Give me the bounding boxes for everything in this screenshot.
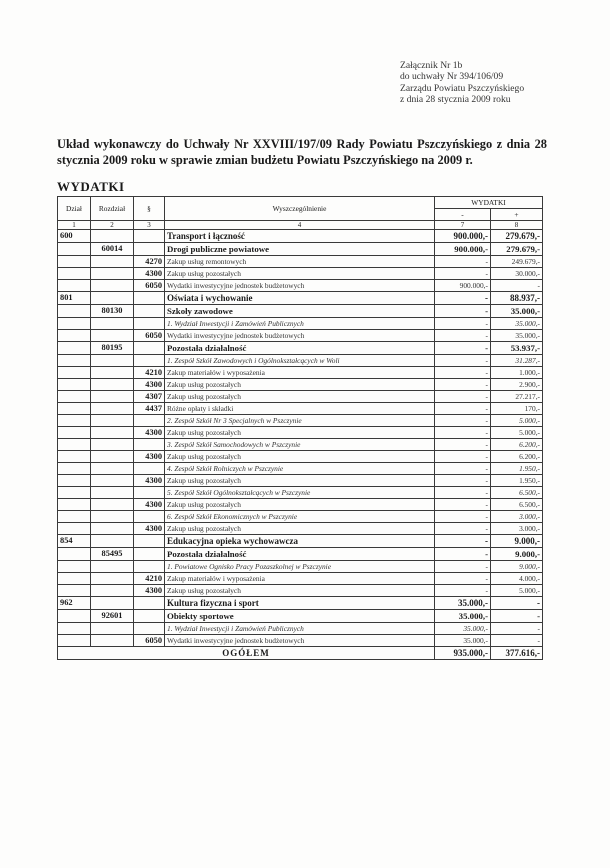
section-label: WYDATKI bbox=[57, 179, 125, 194]
table-row bbox=[58, 585, 543, 597]
cell-rozdzial bbox=[91, 523, 134, 535]
cell-paragraf bbox=[134, 623, 165, 635]
cell-rozdzial bbox=[91, 391, 134, 403]
cell-plus: - bbox=[491, 610, 543, 623]
cell-minus: - bbox=[435, 511, 491, 523]
cell-plus: 5.000,- bbox=[491, 427, 543, 439]
cell-opis: Edukacyjna opieka wychowawcza bbox=[165, 535, 435, 548]
cell-rozdzial bbox=[91, 535, 134, 548]
cell-minus: 35.000,- bbox=[435, 635, 491, 647]
cell-minus: - bbox=[435, 415, 491, 427]
cell-paragraf bbox=[134, 243, 165, 256]
cell-opis: Zakup usług pozostałych bbox=[165, 268, 435, 280]
table-row bbox=[58, 463, 543, 475]
cell-rozdzial bbox=[91, 451, 134, 463]
table-row bbox=[58, 403, 543, 415]
cell-plus: 9.000,- bbox=[491, 548, 543, 561]
cell-plus: 5.000,- bbox=[491, 415, 543, 427]
table-row bbox=[58, 623, 543, 635]
table-row bbox=[58, 635, 543, 647]
total-plus: 377.616,- bbox=[491, 647, 543, 660]
cell-rozdzial bbox=[91, 511, 134, 523]
cell-opis: Zakup usług pozostałych bbox=[165, 451, 435, 463]
cell-paragraf bbox=[134, 342, 165, 355]
cell-minus: - bbox=[435, 305, 491, 318]
cell-opis: Wydatki inwestycyjne jednostek budżetowych bbox=[165, 330, 435, 342]
cell-dzial bbox=[58, 585, 91, 597]
cell-plus: 9.000,- bbox=[491, 561, 543, 573]
cell-dzial bbox=[58, 403, 91, 415]
table-row bbox=[58, 475, 543, 487]
header-rozdzial: Rozdział bbox=[91, 197, 134, 221]
cell-paragraf bbox=[134, 463, 165, 475]
cell-dzial bbox=[58, 623, 91, 635]
cell-minus: 900.000,- bbox=[435, 230, 491, 243]
cell-minus: - bbox=[435, 256, 491, 268]
cell-paragraf bbox=[134, 415, 165, 427]
cell-plus: - bbox=[491, 635, 543, 647]
table-row bbox=[58, 487, 543, 499]
cell-minus: - bbox=[435, 427, 491, 439]
cell-paragraf bbox=[134, 561, 165, 573]
table-row bbox=[58, 561, 543, 573]
col-number: 1 bbox=[58, 221, 91, 230]
cell-plus: 35.000,- bbox=[491, 330, 543, 342]
cell-rozdzial bbox=[91, 487, 134, 499]
col-number: 3 bbox=[134, 221, 165, 230]
cell-dzial bbox=[58, 367, 91, 379]
annex-line: Załącznik Nr 1b bbox=[400, 60, 463, 71]
header-wydatki: WYDATKI bbox=[435, 197, 543, 209]
cell-dzial bbox=[58, 268, 91, 280]
cell-paragraf bbox=[134, 597, 165, 610]
cell-rozdzial bbox=[91, 439, 134, 451]
table-row bbox=[58, 292, 543, 305]
cell-paragraf: 6050 bbox=[134, 635, 165, 647]
col-number: 4 bbox=[165, 221, 435, 230]
cell-dzial bbox=[58, 439, 91, 451]
cell-paragraf bbox=[134, 511, 165, 523]
cell-plus: 3.000,- bbox=[491, 511, 543, 523]
cell-opis: Zakup materiałów i wyposażenia bbox=[165, 367, 435, 379]
cell-opis: 2. Zespół Szkół Nr 3 Specjalnych w Pszczynie bbox=[165, 415, 435, 427]
table-row bbox=[58, 573, 543, 585]
table-row bbox=[58, 610, 543, 623]
cell-minus: - bbox=[435, 535, 491, 548]
cell-minus: - bbox=[435, 487, 491, 499]
cell-plus: 1.950,- bbox=[491, 463, 543, 475]
cell-minus: - bbox=[435, 403, 491, 415]
cell-plus: 53.937,- bbox=[491, 342, 543, 355]
cell-rozdzial bbox=[91, 367, 134, 379]
table-row bbox=[58, 280, 543, 292]
cell-minus: - bbox=[435, 523, 491, 535]
cell-minus: 900.000,- bbox=[435, 243, 491, 256]
cell-dzial bbox=[58, 487, 91, 499]
cell-plus: 3.000,- bbox=[491, 523, 543, 535]
cell-opis: 4. Zespół Szkół Rolniczych w Pszczynie bbox=[165, 463, 435, 475]
cell-minus: - bbox=[435, 318, 491, 330]
cell-paragraf bbox=[134, 292, 165, 305]
table-row bbox=[58, 548, 543, 561]
cell-minus: - bbox=[435, 355, 491, 367]
table-row bbox=[58, 499, 543, 511]
col-number: 8 bbox=[491, 221, 543, 230]
cell-rozdzial: 92601 bbox=[91, 610, 134, 623]
cell-minus: - bbox=[435, 292, 491, 305]
cell-rozdzial bbox=[91, 573, 134, 585]
table-row bbox=[58, 451, 543, 463]
cell-paragraf: 4300 bbox=[134, 379, 165, 391]
cell-dzial bbox=[58, 256, 91, 268]
cell-minus: - bbox=[435, 561, 491, 573]
annex-line: do uchwały Nr 394/106/09 bbox=[400, 71, 504, 83]
cell-opis: Kultura fizyczna i sport bbox=[165, 597, 435, 610]
cell-rozdzial bbox=[91, 280, 134, 292]
table-row bbox=[58, 415, 543, 427]
cell-minus: - bbox=[435, 342, 491, 355]
table-row bbox=[58, 367, 543, 379]
cell-rozdzial: 60014 bbox=[91, 243, 134, 256]
total-row bbox=[58, 647, 543, 660]
header-minus: - bbox=[435, 209, 491, 221]
cell-plus: 4.000,- bbox=[491, 573, 543, 585]
cell-rozdzial bbox=[91, 635, 134, 647]
cell-paragraf bbox=[134, 535, 165, 548]
cell-dzial bbox=[58, 427, 91, 439]
cell-paragraf: 4300 bbox=[134, 451, 165, 463]
cell-paragraf bbox=[134, 355, 165, 367]
budget-table bbox=[57, 196, 543, 660]
cell-rozdzial bbox=[91, 379, 134, 391]
table-row bbox=[58, 535, 543, 548]
cell-plus: 30.000,- bbox=[491, 268, 543, 280]
cell-plus: 6.200,- bbox=[491, 451, 543, 463]
cell-rozdzial bbox=[91, 427, 134, 439]
cell-paragraf: 4300 bbox=[134, 475, 165, 487]
cell-dzial bbox=[58, 475, 91, 487]
cell-plus: 1.950,- bbox=[491, 475, 543, 487]
annex-line: z dnia 28 stycznia 2009 roku bbox=[400, 94, 511, 106]
cell-opis: Transport i łączność bbox=[165, 230, 435, 243]
cell-opis: Zakup usług pozostałych bbox=[165, 475, 435, 487]
cell-dzial bbox=[58, 499, 91, 511]
cell-dzial bbox=[58, 318, 91, 330]
header-plus: + bbox=[491, 209, 543, 221]
cell-rozdzial: 80130 bbox=[91, 305, 134, 318]
cell-rozdzial: 80195 bbox=[91, 342, 134, 355]
cell-dzial bbox=[58, 243, 91, 256]
cell-dzial bbox=[58, 561, 91, 573]
cell-dzial bbox=[58, 305, 91, 318]
cell-rozdzial bbox=[91, 415, 134, 427]
cell-dzial bbox=[58, 342, 91, 355]
cell-plus: - bbox=[491, 623, 543, 635]
cell-minus: - bbox=[435, 451, 491, 463]
cell-opis: 1. Powiatowe Ognisko Pracy Pozaszkolnej w Pszczynie bbox=[165, 561, 435, 573]
cell-opis: Zakup materiałów i wyposażenia bbox=[165, 573, 435, 585]
cell-rozdzial bbox=[91, 268, 134, 280]
table-row bbox=[58, 330, 543, 342]
cell-dzial bbox=[58, 379, 91, 391]
cell-opis: 1. Wydział Inwestycji i Zamówień Publicznych bbox=[165, 623, 435, 635]
cell-rozdzial bbox=[91, 585, 134, 597]
cell-minus: - bbox=[435, 330, 491, 342]
cell-plus: 6.500,- bbox=[491, 487, 543, 499]
cell-dzial bbox=[58, 391, 91, 403]
cell-paragraf: 6050 bbox=[134, 330, 165, 342]
cell-opis: Pozostała działalność bbox=[165, 548, 435, 561]
table-row bbox=[58, 256, 543, 268]
cell-dzial bbox=[58, 280, 91, 292]
col-number: 7 bbox=[435, 221, 491, 230]
header-dzial: Dział bbox=[58, 197, 91, 221]
cell-dzial bbox=[58, 610, 91, 623]
cell-opis: Różne opłaty i składki bbox=[165, 403, 435, 415]
table-row bbox=[58, 243, 543, 256]
table-row bbox=[58, 597, 543, 610]
table-row bbox=[58, 305, 543, 318]
cell-rozdzial bbox=[91, 318, 134, 330]
cell-paragraf: 4300 bbox=[134, 523, 165, 535]
table-row bbox=[58, 439, 543, 451]
table-row bbox=[58, 379, 543, 391]
cell-opis: Zakup usług pozostałych bbox=[165, 391, 435, 403]
cell-dzial bbox=[58, 415, 91, 427]
cell-dzial bbox=[58, 573, 91, 585]
cell-rozdzial bbox=[91, 330, 134, 342]
table-row bbox=[58, 268, 543, 280]
cell-opis: 1. Zespół Szkół Zawodowych i Ogólnokształcących w Woli bbox=[165, 355, 435, 367]
cell-plus: - bbox=[491, 280, 543, 292]
table-row bbox=[58, 427, 543, 439]
cell-dzial bbox=[58, 463, 91, 475]
cell-opis: Zakup usług pozostałych bbox=[165, 585, 435, 597]
cell-opis: Wydatki inwestycyjne jednostek budżetowych bbox=[165, 635, 435, 647]
cell-plus: 1.000,- bbox=[491, 367, 543, 379]
cell-paragraf: 4300 bbox=[134, 268, 165, 280]
cell-plus: 9.000,- bbox=[491, 535, 543, 548]
cell-minus: - bbox=[435, 548, 491, 561]
cell-dzial: 962 bbox=[58, 597, 91, 610]
cell-dzial: 600 bbox=[58, 230, 91, 243]
cell-dzial: 854 bbox=[58, 535, 91, 548]
cell-plus: 31.287,- bbox=[491, 355, 543, 367]
cell-rozdzial bbox=[91, 256, 134, 268]
table-row bbox=[58, 511, 543, 523]
cell-rozdzial bbox=[91, 403, 134, 415]
cell-paragraf bbox=[134, 318, 165, 330]
cell-paragraf: 4437 bbox=[134, 403, 165, 415]
cell-rozdzial bbox=[91, 597, 134, 610]
cell-dzial bbox=[58, 523, 91, 535]
cell-opis: Drogi publiczne powiatowe bbox=[165, 243, 435, 256]
cell-opis: 5. Zespół Szkół Ogólnokształcących w Pszczynie bbox=[165, 487, 435, 499]
table-row bbox=[58, 230, 543, 243]
annex-note bbox=[400, 60, 524, 106]
cell-paragraf bbox=[134, 487, 165, 499]
table-row bbox=[58, 355, 543, 367]
cell-minus: - bbox=[435, 391, 491, 403]
cell-plus: 170,- bbox=[491, 403, 543, 415]
cell-opis: 1. Wydział Inwestycji i Zamówień Publicznych bbox=[165, 318, 435, 330]
cell-minus: - bbox=[435, 585, 491, 597]
cell-plus: 35.000,- bbox=[491, 318, 543, 330]
cell-dzial bbox=[58, 330, 91, 342]
cell-paragraf: 4210 bbox=[134, 573, 165, 585]
cell-plus: - bbox=[491, 597, 543, 610]
total-label: OGÓŁEM bbox=[58, 647, 435, 660]
cell-rozdzial bbox=[91, 292, 134, 305]
col-number: 2 bbox=[91, 221, 134, 230]
cell-paragraf bbox=[134, 610, 165, 623]
cell-minus: 35.000,- bbox=[435, 597, 491, 610]
cell-paragraf bbox=[134, 439, 165, 451]
cell-opis: Zakup usług remontowych bbox=[165, 256, 435, 268]
cell-minus: - bbox=[435, 573, 491, 585]
cell-minus: - bbox=[435, 268, 491, 280]
cell-opis: Oświata i wychowanie bbox=[165, 292, 435, 305]
cell-plus: 5.000,- bbox=[491, 585, 543, 597]
header-paragraf: § bbox=[134, 197, 165, 221]
total-minus: 935.000,- bbox=[435, 647, 491, 660]
cell-paragraf bbox=[134, 548, 165, 561]
cell-rozdzial bbox=[91, 623, 134, 635]
cell-plus: 6.200,- bbox=[491, 439, 543, 451]
cell-rozdzial bbox=[91, 463, 134, 475]
cell-rozdzial bbox=[91, 230, 134, 243]
cell-paragraf bbox=[134, 305, 165, 318]
cell-dzial bbox=[58, 355, 91, 367]
cell-opis: Wydatki inwestycyjne jednostek budżetowych bbox=[165, 280, 435, 292]
cell-minus: - bbox=[435, 439, 491, 451]
header-opis: Wyszczególnienie bbox=[165, 197, 435, 221]
cell-plus: 279.679,- bbox=[491, 230, 543, 243]
table-row bbox=[58, 391, 543, 403]
cell-opis: 3. Zespół Szkół Samochodowych w Pszczynie bbox=[165, 439, 435, 451]
cell-paragraf: 6050 bbox=[134, 280, 165, 292]
cell-opis: 6. Zespół Szkół Ekonomicznych w Pszczynie bbox=[165, 511, 435, 523]
cell-opis: Zakup usług pozostałych bbox=[165, 499, 435, 511]
cell-rozdzial bbox=[91, 355, 134, 367]
cell-minus: - bbox=[435, 475, 491, 487]
cell-paragraf: 4300 bbox=[134, 427, 165, 439]
cell-opis: Obiekty sportowe bbox=[165, 610, 435, 623]
cell-plus: 27.217,- bbox=[491, 391, 543, 403]
table-row bbox=[58, 523, 543, 535]
document-title: Układ wykonawczy do Uchwały Nr XXVIII/197/09 Rady Powiatu Pszczyńskiego z dnia 28 stycznia 2009 roku w sprawie zmian budżetu Powiatu Pszczyńskiego na 2009 r. bbox=[57, 137, 547, 167]
cell-paragraf: 4270 bbox=[134, 256, 165, 268]
cell-dzial bbox=[58, 635, 91, 647]
cell-plus: 35.000,- bbox=[491, 305, 543, 318]
cell-minus: 900.000,- bbox=[435, 280, 491, 292]
cell-minus: - bbox=[435, 463, 491, 475]
cell-dzial bbox=[58, 451, 91, 463]
cell-paragraf: 4307 bbox=[134, 391, 165, 403]
cell-opis: Szkoły zawodowe bbox=[165, 305, 435, 318]
cell-minus: - bbox=[435, 379, 491, 391]
cell-dzial bbox=[58, 511, 91, 523]
cell-opis: Zakup usług pozostałych bbox=[165, 523, 435, 535]
cell-plus: 249.679,- bbox=[491, 256, 543, 268]
table-row bbox=[58, 318, 543, 330]
cell-paragraf bbox=[134, 230, 165, 243]
cell-plus: 279.679,- bbox=[491, 243, 543, 256]
cell-paragraf: 4300 bbox=[134, 499, 165, 511]
cell-minus: 35.000,- bbox=[435, 610, 491, 623]
annex-line: Zarządu Powiatu Pszczyńskiego bbox=[400, 82, 525, 94]
cell-minus: 35.000,- bbox=[435, 623, 491, 635]
cell-plus: 88.937,- bbox=[491, 292, 543, 305]
cell-plus: 2.900,- bbox=[491, 379, 543, 391]
cell-dzial bbox=[58, 548, 91, 561]
cell-rozdzial: 85495 bbox=[91, 548, 134, 561]
cell-plus: 6.500,- bbox=[491, 499, 543, 511]
cell-opis: Pozostała działalność bbox=[165, 342, 435, 355]
cell-rozdzial bbox=[91, 475, 134, 487]
cell-minus: - bbox=[435, 499, 491, 511]
table-row bbox=[58, 342, 543, 355]
cell-opis: Zakup usług pozostałych bbox=[165, 427, 435, 439]
cell-rozdzial bbox=[91, 561, 134, 573]
cell-paragraf: 4210 bbox=[134, 367, 165, 379]
cell-rozdzial bbox=[91, 499, 134, 511]
cell-opis: Zakup usług pozostałych bbox=[165, 379, 435, 391]
cell-dzial: 801 bbox=[58, 292, 91, 305]
cell-minus: - bbox=[435, 367, 491, 379]
cell-paragraf: 4300 bbox=[134, 585, 165, 597]
